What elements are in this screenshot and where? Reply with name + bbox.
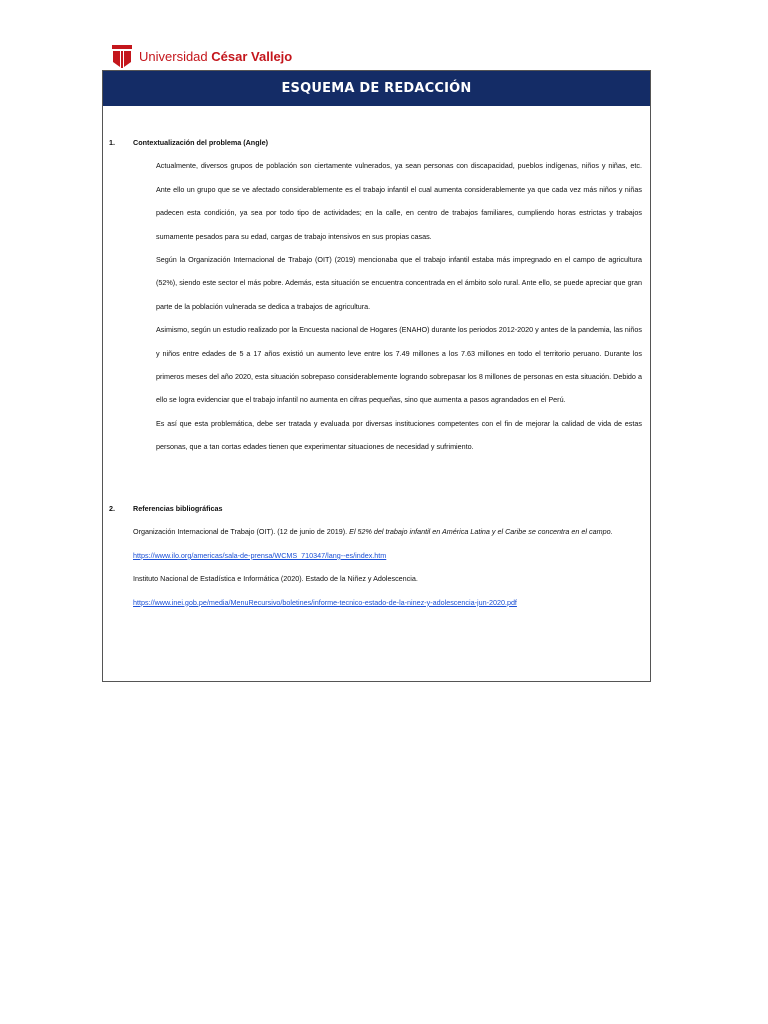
document-title: ESQUEMA DE REDACCIÓN [281,81,472,96]
section-number: 1. [109,138,115,147]
paragraph: Asimismo, según un estudio realizado por la Encuesta nacional de Hogares (ENAHO) durante los periodos 2012-2020 y antes de la pandemia, las niños y niños entre edades de 5 a 17 años existió un aumento leve entre los 7.49 millones a los 7.63 millones en todo el territorio peruano. Durante los primeros meses del año 2020, esta situación sobrepaso considerablemente logrando sobrepasar los 8 millones de personas en esta situación. Debido a ello se logra evidenciar que el trabajo infantil no aumenta en cifras pequeñas, sino que aumenta a pasos agrandados en el Perú. [156,325,642,405]
reference-text: Instituto Nacional de Estadística e Informática (2020). Estado de la Niñez y Adolescencia. [133,574,418,584]
reference-entry [133,567,642,590]
section-heading [103,131,650,154]
paragraph: Es así que esta problemática, debe ser tratada y evaluada por diversas instituciones competentes con el fin de mejorar la calidad de vida de estas personas, que a tan cortas edades tienen que experimentar situaciones de necesidad y sufrimiento. [156,418,642,452]
university-name: Universidad César Vallejo [139,48,293,64]
university-logo [111,41,292,71]
section-title: Referencias bibliográficas [133,504,223,513]
title-banner [103,71,650,106]
paragraph: Según la Organización Internacional de Trabajo (OIT) (2019) mencionaba que el trabajo infantil estaba más impregnado en el campo de agricultura (52%), siendo este sector el más pobre. Además, esta situación se encuentra concentrada en el ámbito solo rural. Ante ello, se puede apreciar que gran parte de la población vulnerada se dedica a trabajos de agricultura. [156,255,642,311]
section-references [103,497,650,614]
reference-link[interactable]: https://www.inei.gob.pe/media/MenuRecursivo/boletines/informe-tecnico-estado-de-la-ninez-y-adolescencia-jun-2020.pdf [133,597,517,607]
reference-text: Organización Internacional de Trabajo (OIT). (12 de junio de 2019). [133,527,350,537]
reference-list [103,520,650,614]
section-context [103,131,650,459]
section-heading [103,497,650,520]
university-shield-icon [111,43,133,69]
document-content [103,106,650,681]
reference-title: El 52% del trabajo infantil en América Latina y el Caribe se concentra en el campo. [349,527,613,537]
reference-link-line [133,591,642,614]
reference-entry [133,520,642,543]
section-title: Contextualización del problema (Angle) [133,138,268,147]
reference-link[interactable]: https://www.ilo.org/americas/sala-de-prensa/WCMS_710347/lang--es/index.htm [133,550,387,560]
document-frame [102,70,651,682]
reference-link-line [133,544,642,567]
paragraph: Actualmente, diversos grupos de población son ciertamente vulnerados, ya sean personas con discapacidad, pueblos indígenas, niños y niñas, etc. Ante ello un grupo que se ve afectado considerablemente es el trabajo infantil el cual aumenta considerablemente ya que cada vez más niños y niñas padecen esta condición, ya sea por todo tipo de actividades; en la calle, en centro de trabajos familiares, cumpliendo horas estrictas y trabajos sumamente pesados para su edad, cargas de trabajo intensivos en sus propias casas. [156,161,642,241]
section-number: 2. [109,504,115,513]
